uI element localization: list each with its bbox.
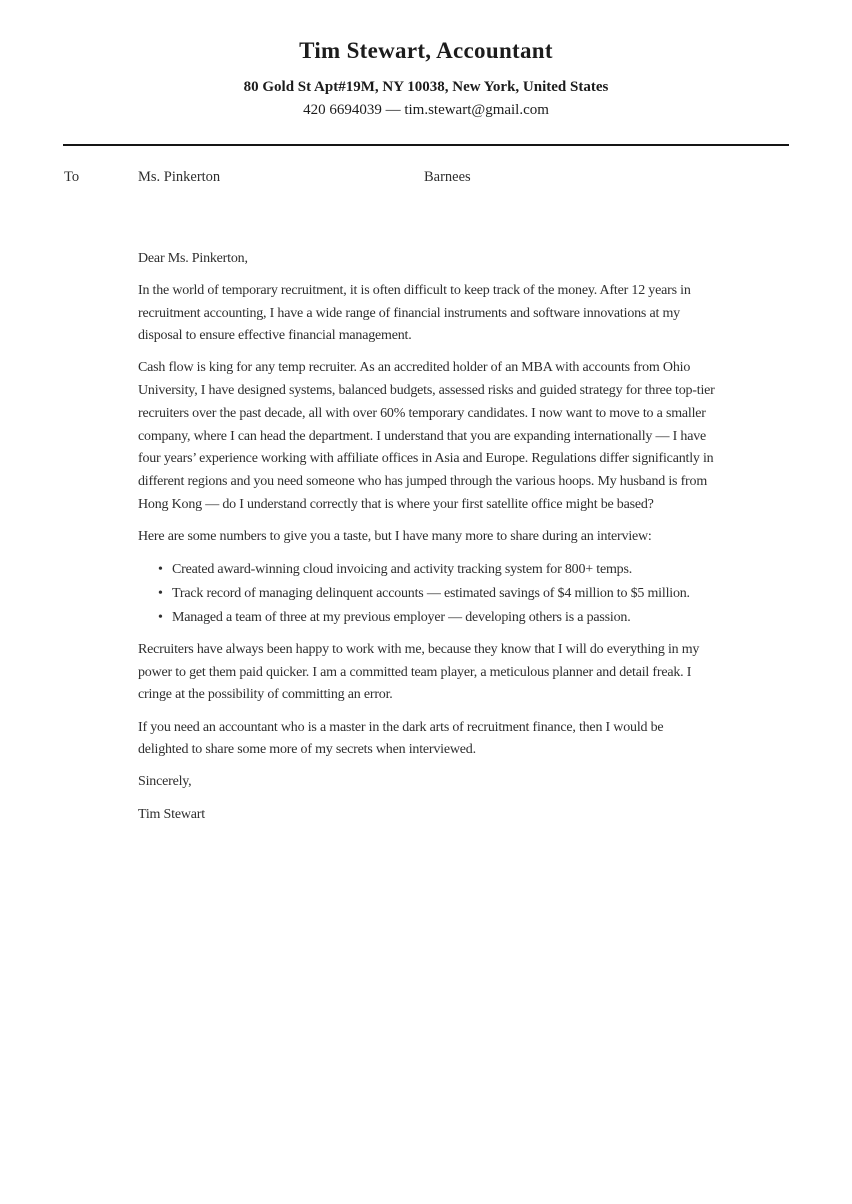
salutation: Dear Ms. Pinkerton,: [138, 250, 248, 266]
bullets-intro: Here are some numbers to give you a taste, but I have many more to share during an interview:: [138, 528, 652, 544]
letter-body: [138, 248, 716, 827]
contact-line: 420 6694039 — tim.stewart@gmail.com: [303, 101, 549, 118]
page-title: Tim Stewart, Accountant: [299, 38, 553, 63]
paragraph-intro: In the world of temporary recruitment, it is often difficult to keep track of the money. After 12 years in recruitment accounting, I have a wide range of financial instruments and software innovations at my disposal to ensure effective financial management.: [138, 282, 691, 344]
signoff: Sincerely,: [138, 774, 192, 790]
highlights-list: [138, 558, 716, 629]
signature: Tim Stewart: [138, 806, 205, 822]
paragraph-teamwork: Recruiters have always been happy to work with me, because they know that I will do everything in my power to get them paid quicker. I am a committed team player, a meticulous planner and detail freak. I cringe at the possibility of committing an error.: [138, 641, 700, 703]
bullet-item: • Track record of managing delinquent accounts — estimated savings of $4 million to $5 million.: [138, 582, 716, 606]
letter-header: [0, 0, 852, 120]
bullet-item: • Created award-winning cloud invoicing and activity tracking system for 800+ temps.: [138, 558, 716, 582]
paragraph-closing: If you need an accountant who is a master in the dark arts of recruitment finance, then I would be delighted to share some more of my secrets when interviewed.: [138, 719, 664, 758]
recipient-label: To: [64, 168, 80, 185]
recipient-name: Ms. Pinkerton: [138, 168, 221, 185]
address-line: 80 Gold St Apt#19M, NY 10038, New York, United States: [243, 78, 609, 95]
paragraph-experience: Cash flow is king for any temp recruiter. As an accredited holder of an MBA with accounts from Ohio University, I have designed systems, balanced budgets, assessed risks and guided strategy for three top-tier recruiters over the past decade, all with over 60% temporary candidates. I now want to move to a smaller company, where I can head the department. I understand that you are expanding internationally — I have four years’ experience working with affiliate offices in Asia and Europe. Regulations differ significantly in different regions and you need someone who has jumped through the various hoops. My husband is from Hong Kong — do I understand correctly that is where your first satellite office might be based?: [138, 360, 715, 512]
recipient-row: [64, 168, 788, 187]
recipient-company: Barnees: [424, 168, 471, 185]
bullet-item: • Managed a team of three at my previous employer — developing others is a passion.: [138, 606, 716, 630]
header-divider: [63, 144, 789, 146]
